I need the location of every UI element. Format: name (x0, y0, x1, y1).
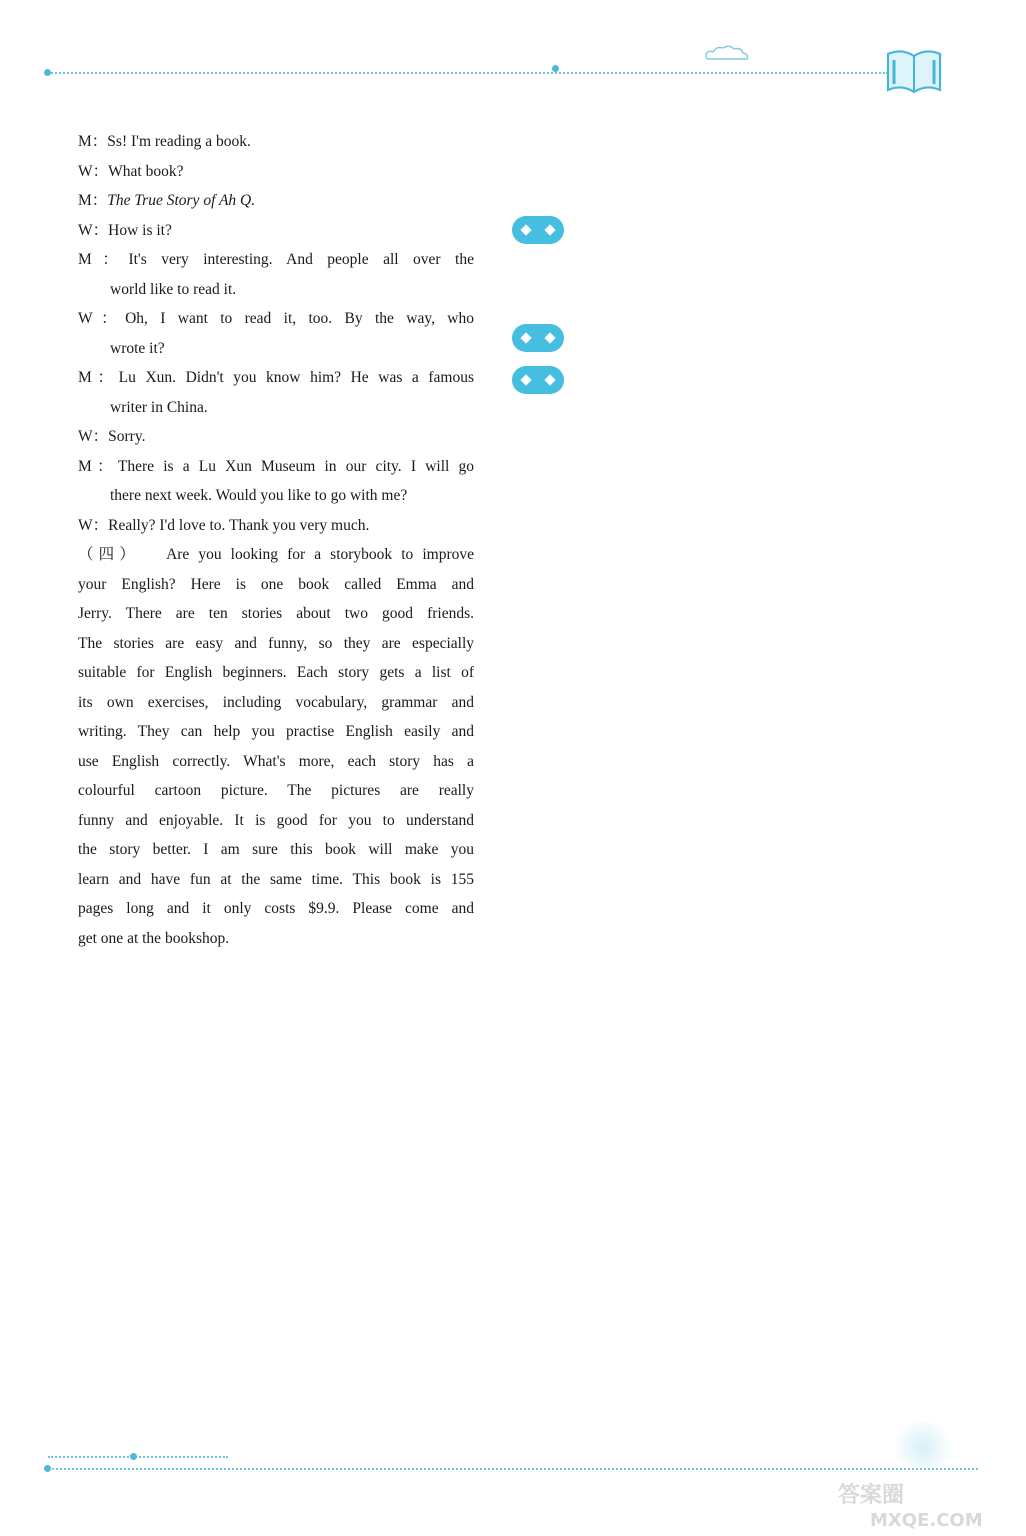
dialogue-text: Ss! I'm reading a book. (107, 133, 251, 150)
dialogue-line (78, 481, 474, 511)
diamond-icon (520, 224, 531, 235)
dialogue-text: Lu Xun. Didn't you know him? He was a famous (118, 369, 474, 386)
passage-line (78, 835, 474, 865)
dialogue-text: How is it? (108, 221, 172, 239)
dialogue-text: world like to read it. (110, 280, 237, 298)
passage-text: colourful cartoon picture. The pictures are really (78, 782, 474, 799)
practice-pill-row (512, 359, 942, 401)
dialogue-line (78, 245, 474, 275)
dialogue-line (78, 186, 474, 216)
speaker-label: W： (78, 516, 109, 534)
header-dot (44, 69, 51, 76)
diamond-icon (544, 332, 555, 343)
dialogue-line (78, 275, 474, 305)
diamond-icon (520, 374, 531, 385)
footer-dotted-line (48, 1468, 978, 1470)
dialogue-line (78, 393, 474, 423)
passage-text: Are you looking for a storybook to improve (166, 546, 474, 563)
speaker-label: M： (78, 192, 108, 209)
passage-text: get one at the bookshop. (78, 929, 230, 947)
speaker-label: W： (78, 221, 109, 239)
page-number-bubble (888, 1422, 958, 1468)
right-column (512, 127, 942, 401)
passage-text: your English? Here is one book called Emma and (78, 575, 474, 593)
section-four-passage (78, 540, 474, 953)
svg-text:答案圈: 答案圈 (838, 1483, 905, 1508)
dialogue (78, 127, 474, 540)
dialogue-text: It's very interesting. And people all over the (128, 251, 474, 268)
diamond-icon (544, 224, 555, 235)
dialogue-line (78, 216, 474, 246)
speaker-label: M： (78, 133, 108, 150)
passage-line (78, 629, 474, 659)
passage-line (78, 806, 474, 836)
header-dotted-line (48, 72, 888, 74)
dialogue-line (78, 452, 474, 482)
passage-text: Jerry. There are ten stories about two good friends. (78, 605, 474, 622)
passage-line (78, 688, 474, 718)
dialogue-text: writer in China. (110, 398, 208, 416)
dialogue-text: What book? (108, 162, 184, 180)
footer-dot (130, 1453, 137, 1460)
footer-dot (44, 1465, 51, 1472)
passage-text: its own exercises, including vocabulary, grammar and (78, 693, 474, 711)
dialogue-line (78, 363, 474, 393)
passage-text: suitable for English beginners. Each story gets a list of (78, 664, 474, 681)
passage-line (78, 776, 474, 806)
speaker-label: W： (78, 428, 109, 445)
passage-line (78, 865, 474, 895)
practice-pill (512, 366, 564, 394)
speaker-label: W： (78, 162, 109, 180)
passage-text: funny and enjoyable. It is good for you to understand (78, 811, 474, 829)
dialogue-text: Sorry. (108, 428, 146, 445)
passage-text: The stories are easy and funny, so they are especially (78, 634, 474, 652)
dialogue-line (78, 157, 474, 187)
passage-text: writing. They can help you practise English easily and (78, 723, 474, 740)
speaker-label: M： (78, 251, 129, 268)
unit-title (512, 265, 942, 317)
passage-line (78, 747, 474, 777)
dialogue-text: there next week. Would you like to go with me? (110, 487, 408, 504)
dialogue-line (78, 422, 474, 452)
passage-line (78, 570, 474, 600)
svg-text:MXQE.COM: MXQE.COM (870, 1510, 983, 1530)
dialogue-text: There is a Lu Xun Museum in our city. I will go (117, 457, 474, 475)
dialogue-line (78, 511, 474, 541)
passage-text: pages long and it only costs $9.9. Please come and (78, 900, 474, 917)
passage-text: use English correctly. What's more, each story has a (78, 752, 474, 770)
dialogue-text (107, 192, 255, 209)
open-book-icon (884, 46, 944, 96)
diamond-icon (544, 374, 555, 385)
passage-text: learn and have fun at the same time. This book is 155 (78, 870, 474, 888)
watermark-logo (830, 1478, 1020, 1530)
key-pill-row (512, 317, 942, 359)
header-dot (552, 65, 559, 72)
dialogue-line (78, 127, 474, 157)
cloud-icon (703, 44, 751, 62)
dialogue-text: Oh, I want to read it, too. By the way, who (125, 310, 474, 327)
passage-text: the story better. I am sure this book will make you (78, 841, 474, 858)
footer-dotted-line (48, 1456, 228, 1458)
passage-line (78, 540, 474, 570)
preview-pill-row (512, 209, 942, 251)
speaker-label: M： (78, 369, 119, 386)
dialogue-text: Really? I'd love to. Thank you very much. (108, 516, 370, 534)
left-column (78, 127, 474, 953)
speaker-label: M： (78, 457, 118, 475)
passage-line (78, 894, 474, 924)
diamond-icon (520, 332, 531, 343)
passage-line (78, 599, 474, 629)
dialogue-text: wrote it? (110, 339, 165, 357)
key-points-pill (512, 324, 564, 352)
module-title (512, 147, 942, 209)
dialogue-line (78, 304, 474, 334)
passage-line (78, 717, 474, 747)
passage-line (78, 924, 474, 954)
section-label: （四） (78, 546, 141, 563)
speaker-label: W： (78, 310, 126, 327)
preview-pill (512, 216, 564, 244)
passage-line (78, 658, 474, 688)
book-title: The True Story of Ah Q. (107, 192, 256, 209)
dialogue-line (78, 334, 474, 364)
